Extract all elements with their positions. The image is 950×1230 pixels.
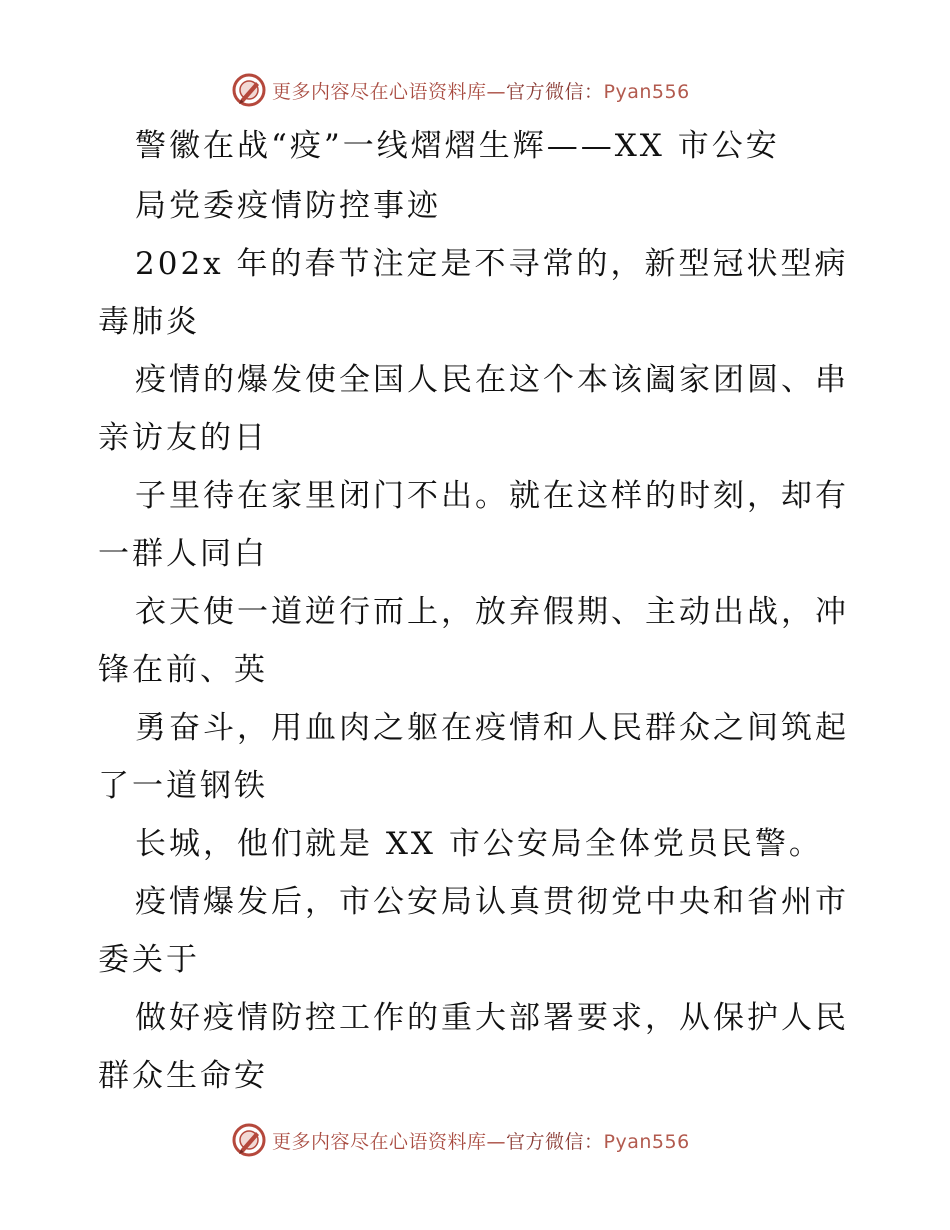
text-line: 疫情的爆发使全国人民在这个本该阖家团圆、串 <box>135 362 849 398</box>
text-line: 一群人同白 <box>98 536 268 572</box>
text-line: 毒肺炎 <box>98 304 200 340</box>
watermark-main-text: 更多内容尽在心语资料库 <box>272 80 487 103</box>
text-line: 子里待在家里闭门不出。就在这样的时刻，却有 <box>135 478 849 514</box>
text-line: 群众生命安 <box>98 1058 268 1094</box>
text-line: 勇奋斗，用血肉之躯在疫情和人民群众之间筑起 <box>135 710 849 746</box>
text-line: 警徽在战“疫”一线熠熠生辉——XX 市公安 <box>135 128 780 164</box>
text-line: 衣天使一道逆行而上，放弃假期、主动出战，冲 <box>135 594 849 630</box>
text-line: 疫情爆发后，市公安局认真贯彻党中央和省州市 <box>135 884 849 920</box>
watermark-dash: — <box>486 80 507 103</box>
text-line: 了一道钢铁 <box>98 768 268 804</box>
watermark-wechat-id: Pyan556 <box>603 1130 690 1153</box>
text-line: 长城，他们就是 XX 市公安局全体党员民警。 <box>135 826 823 862</box>
text-line: 做好疫情防控工作的重大部署要求，从保护人民 <box>135 1000 849 1036</box>
watermark-dash: — <box>486 1130 507 1153</box>
watermark-banner-top <box>232 70 690 110</box>
watermark-wechat-label: 官方微信： <box>506 1130 604 1153</box>
watermark-main-text: 更多内容尽在心语资料库 <box>272 1130 487 1153</box>
text-line: 局党委疫情防控事迹 <box>135 188 441 224</box>
pen-logo-icon <box>232 73 266 107</box>
text-line: 委关于 <box>98 942 200 978</box>
watermark-wechat-label: 官方微信： <box>506 80 604 103</box>
pen-logo-icon <box>232 1123 266 1157</box>
watermark-banner-bottom <box>232 1120 690 1160</box>
text-line: 亲访友的日 <box>98 420 268 456</box>
text-line: 202x 年的春节注定是不寻常的，新型冠状型病 <box>135 246 849 282</box>
watermark-wechat-id: Pyan556 <box>603 80 690 103</box>
text-line: 锋在前、英 <box>98 652 268 688</box>
